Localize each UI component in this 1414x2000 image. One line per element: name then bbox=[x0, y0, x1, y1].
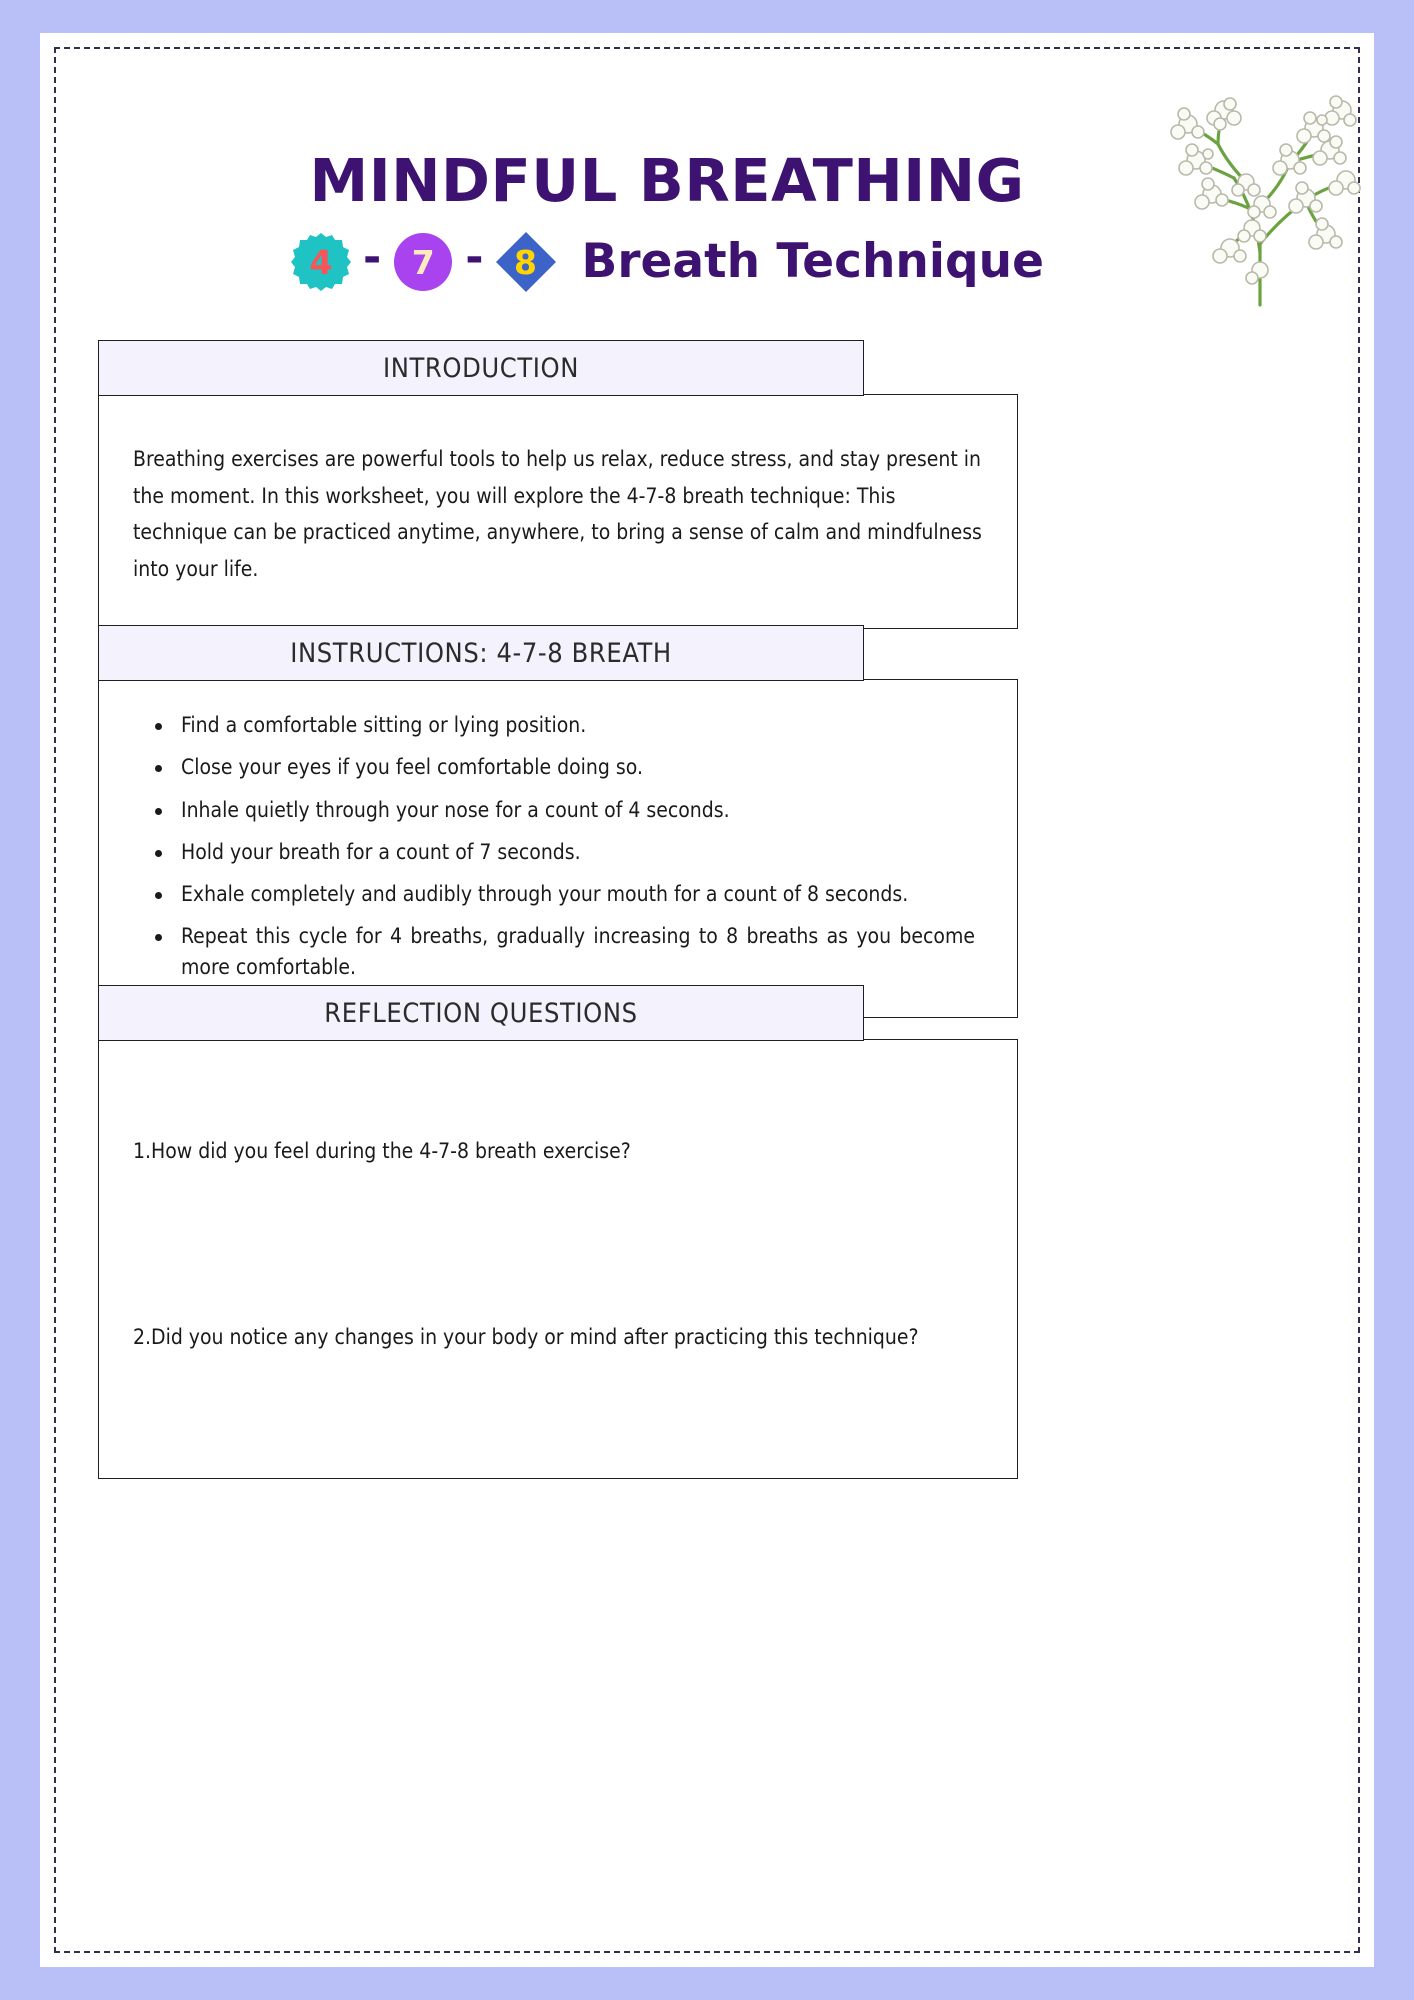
section-header-instructions bbox=[98, 625, 864, 681]
section-header-introduction bbox=[98, 340, 864, 396]
page-title: MINDFUL BREATHING bbox=[309, 146, 1025, 215]
section-instructions bbox=[98, 625, 1018, 1018]
subtitle-row bbox=[0, 231, 1334, 293]
reflection-question-2: 2.Did you notice any changes in your body or mind after practicing this technique? bbox=[133, 1325, 919, 1350]
section-body-introduction bbox=[98, 394, 1018, 628]
badge-seven bbox=[392, 231, 454, 293]
list-item: Hold your breath for a count of 7 seconds. bbox=[181, 837, 983, 868]
section-title-reflection: REFLECTION QUESTIONS bbox=[324, 997, 638, 1029]
section-header-reflection bbox=[98, 985, 864, 1041]
badge-separator-2: - bbox=[465, 231, 484, 283]
badge-four-value: 4 bbox=[309, 243, 333, 283]
section-introduction bbox=[98, 340, 1018, 629]
section-title-instructions: INSTRUCTIONS: 4-7-8 BREATH bbox=[290, 637, 672, 669]
badge-eight bbox=[495, 231, 557, 293]
subtitle-text: Breath Technique bbox=[581, 234, 1044, 290]
badge-seven-value: 7 bbox=[411, 243, 435, 283]
worksheet-header bbox=[0, 146, 1334, 293]
section-title-introduction: INTRODUCTION bbox=[382, 352, 580, 384]
list-item: Inhale quietly through your nose for a count of 4 seconds. bbox=[181, 795, 983, 826]
list-item: Close your eyes if you feel comfortable doing so. bbox=[181, 752, 983, 783]
section-body-reflection bbox=[98, 1039, 1018, 1479]
section-body-instructions bbox=[98, 679, 1018, 1018]
reflection-question-1: 1.How did you feel during the 4-7-8 breath exercise? bbox=[133, 1139, 631, 1164]
instructions-list bbox=[133, 710, 983, 983]
badge-four bbox=[290, 231, 352, 293]
list-item: Repeat this cycle for 4 breaths, gradually increasing to 8 breaths as you become more comfortable. bbox=[181, 921, 983, 983]
badge-eight-value: 8 bbox=[514, 243, 538, 283]
badge-separator-1: - bbox=[363, 231, 382, 283]
list-item: Exhale completely and audibly through your mouth for a count of 8 seconds. bbox=[181, 879, 983, 910]
list-item: Find a comfortable sitting or lying position. bbox=[181, 710, 983, 741]
section-reflection-questions bbox=[98, 985, 1018, 1479]
introduction-paragraph: Breathing exercises are powerful tools to help us relax, reduce stress, and stay present in the moment. In this worksheet, you will explore the 4-7-8 breath technique: This technique can be practiced anytime, anywhere, to bring a sense of calm and mindfulness into your life. bbox=[133, 447, 982, 581]
